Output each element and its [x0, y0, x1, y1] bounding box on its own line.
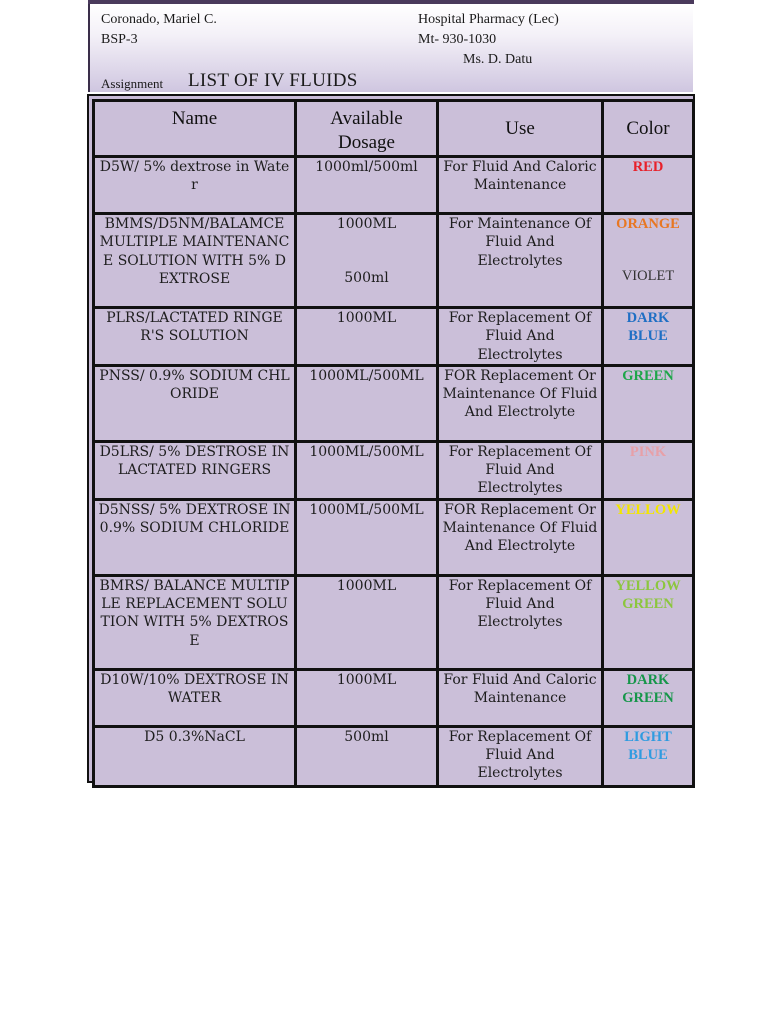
- color-label: ORANGE: [616, 216, 680, 232]
- color-cell: [603, 214, 694, 308]
- dosage-cell: [296, 726, 438, 786]
- color-cell: [603, 669, 694, 726]
- fluid-name-cell: BMMS/D5NM/BALAMCE MULTIPLE MAINTENANCE SOLUTION WITH 5% DEXTROSE: [94, 214, 296, 308]
- fluid-name-cell: D5W/ 5% dextrose in Water: [94, 157, 296, 214]
- table-row: [94, 157, 694, 214]
- fluid-name-cell: D5LRS/ 5% DESTROSE IN LACTATED RINGERS: [94, 441, 296, 499]
- table-row: [94, 669, 694, 726]
- dosage-cell: [296, 214, 438, 308]
- color-label: PINK: [629, 443, 667, 460]
- dosage-value: 1000ML/500ML: [309, 367, 424, 384]
- table-row: [94, 441, 694, 499]
- table-row: [94, 726, 694, 786]
- color-cell: [603, 441, 694, 499]
- dosage-value: 1000ML: [336, 310, 397, 326]
- dosage-value: 1000ml/500ml: [315, 159, 418, 175]
- color-cell: [603, 499, 694, 575]
- iv-fluids-table: [92, 99, 695, 788]
- use-cell: For Fluid And Caloric Maintenance: [438, 157, 603, 214]
- dosage-cell: [296, 308, 438, 366]
- table-row: [94, 575, 694, 669]
- color-cell: [603, 157, 694, 214]
- dosage-cell: [296, 441, 438, 499]
- dosage-cell: [296, 575, 438, 669]
- table-header-row: [94, 101, 694, 157]
- dosage-cell: [296, 365, 438, 441]
- dosage-value: 1000ML/500ML: [309, 501, 424, 518]
- use-cell: FOR Replacement Or Maintenance Of Fluid And Electrolyte: [438, 499, 603, 575]
- color-label: GREEN: [622, 367, 674, 384]
- table-row: [94, 308, 694, 366]
- dosage-value: 1000ML: [336, 577, 397, 594]
- assignment-title: LIST OF IV FLUIDS: [188, 70, 358, 91]
- table-row: [94, 365, 694, 441]
- color-label: VIOLET: [621, 268, 675, 285]
- fluid-name-cell: D5 0.3%NaCL: [94, 726, 296, 786]
- dosage-value: 500ml: [344, 728, 389, 745]
- use-cell: For Replacement Of Fluid And Electrolytes: [438, 308, 603, 366]
- color-cell: [603, 365, 694, 441]
- instructor-name: Ms. D. Datu: [463, 52, 533, 67]
- fluid-name-cell: PLRS/LACTATED RINGER'S SOLUTION: [94, 308, 296, 366]
- dosage-value: 1000ML: [336, 216, 397, 232]
- course-code: BSP-3: [101, 32, 138, 47]
- fluid-name-cell: D10W/10% DEXTROSE IN WATER: [94, 669, 296, 726]
- color-label: DARK GREEN: [622, 671, 674, 707]
- assignment-label: Assignment: [101, 76, 164, 91]
- color-label: YELLOW GREEN: [615, 577, 681, 613]
- color-label: DARK BLUE: [626, 310, 670, 345]
- fluid-name-cell: D5NSS/ 5% DEXTROSE IN 0.9% SODIUM CHLORIDE: [94, 499, 296, 575]
- table-row: [94, 499, 694, 575]
- column-header-use: Use: [438, 101, 603, 157]
- table-row: [94, 214, 694, 308]
- dosage-cell: [296, 669, 438, 726]
- use-cell: For Replacement Of Fluid And Electrolytes: [438, 441, 603, 499]
- dosage-cell: [296, 499, 438, 575]
- column-header-dosage: Available Dosage: [296, 101, 438, 157]
- class-schedule: Mt- 930-1030: [418, 32, 497, 47]
- column-header-color: Color: [603, 101, 694, 157]
- dosage-value-secondary: 500ml: [344, 270, 389, 287]
- color-cell: [603, 726, 694, 786]
- use-cell: For Replacement Of Fluid And Electrolytes: [438, 575, 603, 669]
- column-header-name: Name: [94, 101, 296, 157]
- dosage-value: 1000ML: [336, 671, 397, 688]
- color-label: RED: [632, 159, 664, 175]
- use-cell: For Maintenance Of Fluid And Electrolytes: [438, 214, 603, 308]
- use-cell: For Replacement Of Fluid And Electrolytes: [438, 726, 603, 786]
- fluid-name-cell: PNSS/ 0.9% SODIUM CHLORIDE: [94, 365, 296, 441]
- fluid-name-cell: BMRS/ BALANCE MULTIPLE REPLACEMENT SOLUTION WITH 5% DEXTROSE: [94, 575, 296, 669]
- dosage-value: 1000ML/500ML: [309, 443, 424, 460]
- iv-fluids-table-frame: [87, 94, 695, 783]
- color-cell: [603, 575, 694, 669]
- use-cell: For Fluid And Caloric Maintenance: [438, 669, 603, 726]
- document-header: [88, 4, 693, 92]
- subject-title: Hospital Pharmacy (Lec): [418, 12, 559, 27]
- dosage-cell: [296, 157, 438, 214]
- use-cell: FOR Replacement Or Maintenance Of Fluid And Electrolyte: [438, 365, 603, 441]
- color-label: YELLOW: [615, 501, 681, 518]
- color-label: LIGHT BLUE: [624, 728, 672, 764]
- color-cell: [603, 308, 694, 366]
- student-name: Coronado, Mariel C.: [101, 12, 217, 27]
